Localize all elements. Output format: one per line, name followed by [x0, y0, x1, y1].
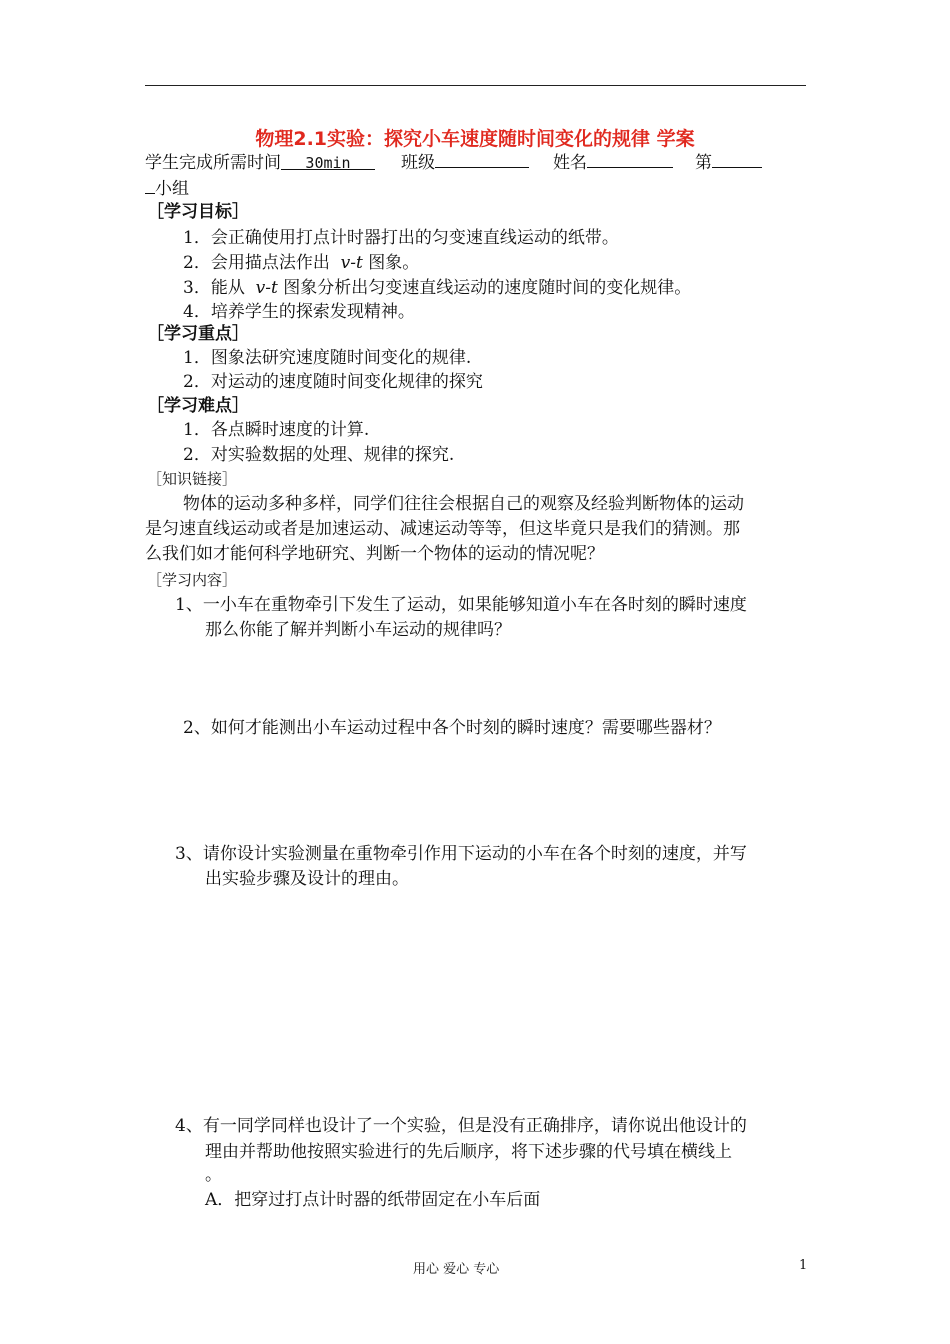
footer-motto: 用心 爱心 专心 — [413, 1262, 500, 1277]
difficulty-heading: ［学习难点］ — [147, 396, 249, 416]
content-heading: ［学习内容］ — [147, 571, 238, 589]
time-label: 学生完成所需时间 — [145, 153, 281, 173]
group-prefix: 第 — [695, 153, 712, 173]
question-4-cont: 理由并帮助他按照实验进行的先后顺序，将下述步骤的代号填在横线上 — [205, 1142, 732, 1162]
group-line — [145, 175, 189, 201]
student-info-line — [145, 149, 762, 175]
goal-item-tail: 图象。 — [368, 253, 420, 273]
goal-item-text: 3．能从 — [183, 278, 245, 298]
vt-symbol: v-t — [255, 278, 278, 298]
page-number: 1 — [799, 1258, 808, 1273]
focus-item: 1．图象法研究速度随时间变化的规律. — [183, 348, 472, 368]
question-1: 1、一小车在重物牵引下发生了运动，如果能够知道小车在各时刻的瞬时速度 — [175, 595, 747, 615]
goal-item: 1．会正确使用打点计时器打出的匀变速直线运动的纸带。 — [183, 228, 619, 248]
question-2: 2、如何才能测出小车运动过程中各个时刻的瞬时速度？需要哪些器材？ — [183, 718, 721, 738]
vt-symbol: v-t — [340, 253, 363, 273]
group-blank-tail — [145, 175, 155, 194]
step-a: A．把穿过打点计时器的纸带固定在小车后面 — [205, 1190, 541, 1210]
question-4-cont: 。 — [205, 1165, 222, 1185]
name-label: 姓名 — [553, 153, 587, 173]
question-4: 4、有一同学同样也设计了一个实验，但是没有正确排序，请你说出他设计的 — [175, 1116, 747, 1136]
focus-heading: ［学习重点］ — [147, 324, 249, 344]
knowledge-paragraph-line: 是匀速直线运动或者是加速运动、减速运动等等，但这毕竟只是我们的猜测。那 — [145, 519, 740, 539]
goals-heading: ［学习目标］ — [147, 202, 249, 222]
difficulty-item: 2．对实验数据的处理、规律的探究. — [183, 445, 455, 465]
goal-item-text: 2．会用描点法作出 — [183, 253, 330, 273]
knowledge-heading: ［知识链接］ — [147, 470, 238, 488]
page-title: 物理2.1实验：探究小车速度随时间变化的规律 学案 — [255, 128, 695, 150]
name-blank[interactable] — [587, 149, 673, 168]
goal-item — [183, 276, 691, 300]
time-value: 30min — [281, 151, 375, 170]
focus-item: 2．对运动的速度随时间变化规律的探究 — [183, 372, 483, 392]
difficulty-item: 1．各点瞬时速度的计算. — [183, 420, 370, 440]
knowledge-paragraph-line: 么我们如才能何科学地研究、判断一个物体的运动的情况呢？ — [145, 544, 604, 564]
goal-item: 4．培养学生的探索发现精神。 — [183, 302, 415, 322]
goal-item-tail: 图象分析出匀变速直线运动的速度随时间的变化规律。 — [283, 278, 692, 298]
header-rule — [145, 85, 806, 86]
group-suffix: 小组 — [155, 179, 189, 199]
class-blank[interactable] — [435, 149, 529, 168]
class-label: 班级 — [401, 153, 435, 173]
knowledge-paragraph-line: 物体的运动多种多样，同学们往往会根据自己的观察及经验判断物体的运动 — [183, 494, 744, 514]
group-blank[interactable] — [712, 149, 762, 168]
question-3: 3、请你设计实验测量在重物牵引作用下运动的小车在各个时刻的速度，并写 — [175, 844, 747, 864]
question-3-cont: 出实验步骤及设计的理由。 — [205, 869, 409, 889]
question-1-cont: 那么你能了解并判断小车运动的规律吗？ — [205, 620, 511, 640]
goal-item — [183, 251, 419, 275]
